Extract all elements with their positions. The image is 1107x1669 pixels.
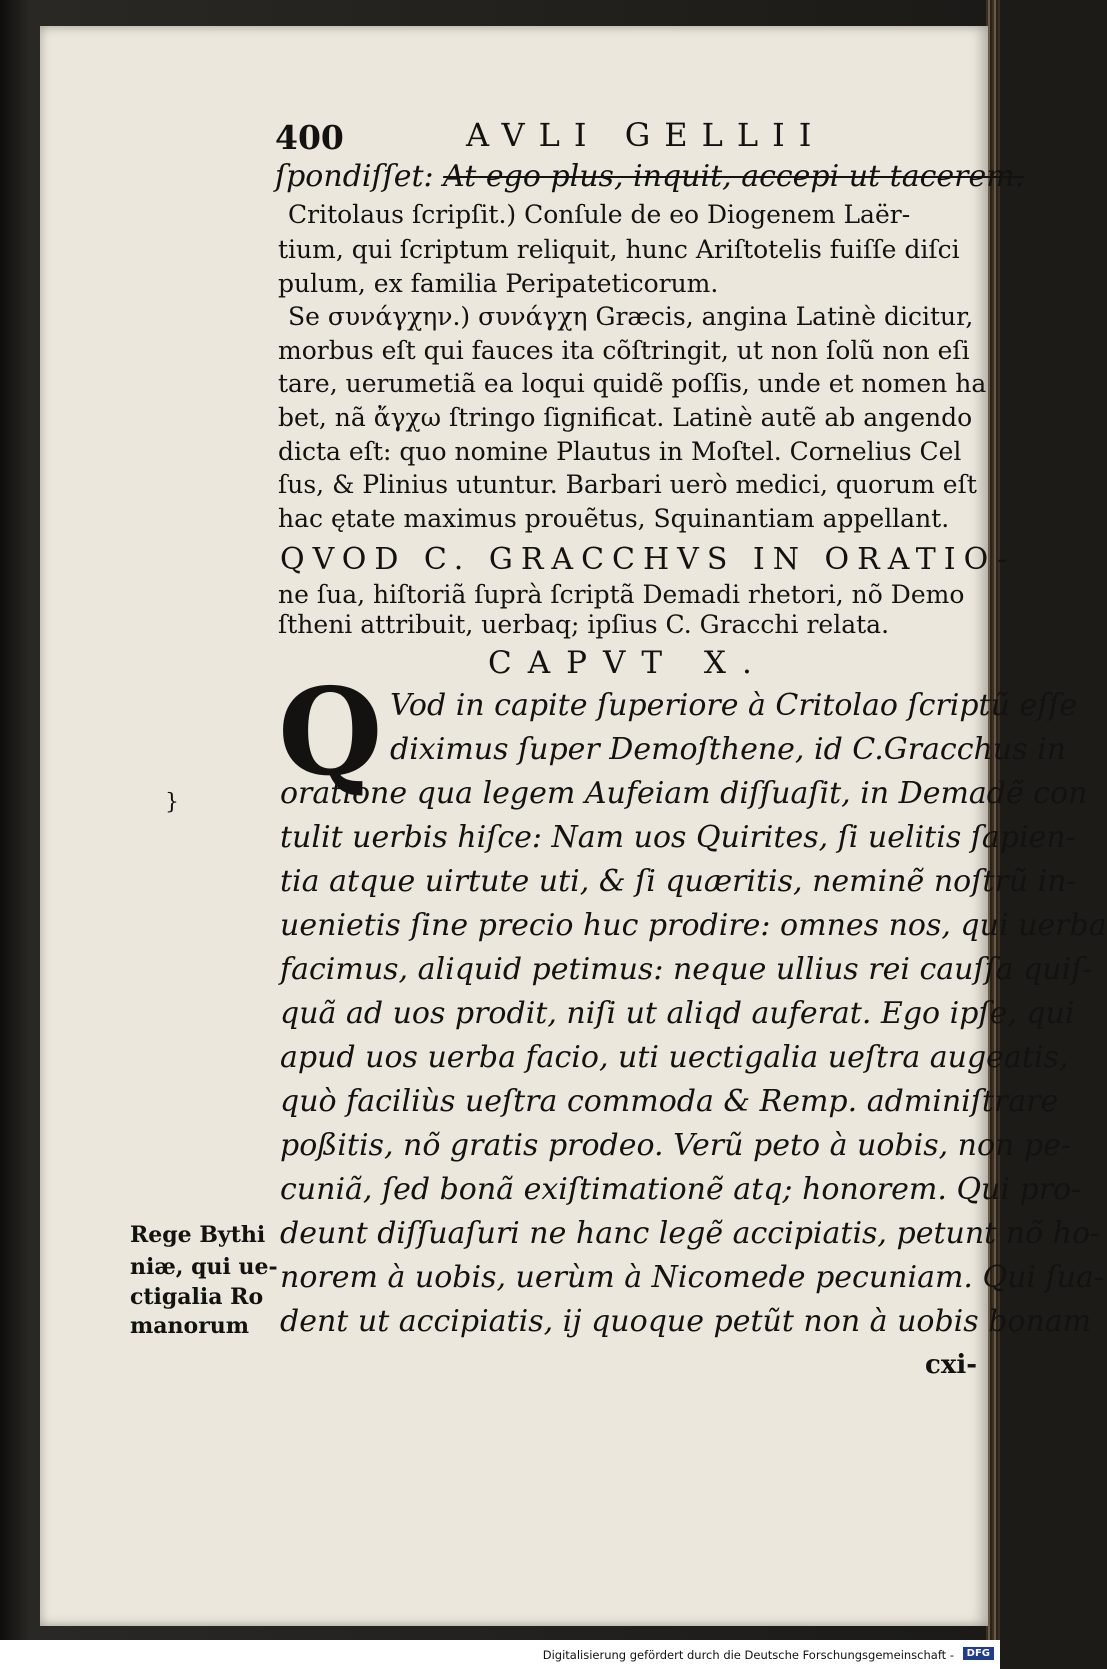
body-line: deunt diſſuaſuri ne hanc legẽ accipiatis, petunt nõ ho- <box>280 1216 1101 1251</box>
body-line: quã ad uos prodit, niſi ut aliqd auferat. Ego ipſe, qui <box>280 996 1075 1031</box>
body-line: Vod in capite ſuperiore à Critolao ſcriptũ eſſe <box>390 688 1078 723</box>
body-line: cuniã, ſed bonã exiſtimationẽ atq; honorem. Qui pro- <box>280 1172 1082 1207</box>
margin-note-line: niæ, qui ue- <box>130 1254 278 1280</box>
page-number: 400 <box>275 118 344 157</box>
body-line: facimus, aliquid petimus: neque ullius rei cauſſa quiſ- <box>280 952 1093 987</box>
body-line: norem à uobis, uerùm à Nicomede pecuniam. Qui ſua- <box>280 1260 1104 1295</box>
margin-note-line: ctigalia Ro <box>130 1284 264 1310</box>
body-line: tulit uerbis hiſce: Nam uos Quirites, ſi uelitis ſapien- <box>280 820 1076 855</box>
lead-line-struck: At ego plus, inquit, accepi ut tacerem. <box>443 159 1025 194</box>
dfg-logo: DFG <box>963 1647 994 1660</box>
running-title: AVLI GELLII <box>466 116 826 154</box>
body-line: oratione qua legem Aufeiam diſſuaſit, in Demadẽ con <box>280 776 1088 811</box>
body-line: apud uos uerba facio, uti uectigalia ueſtra augeatis, <box>280 1040 1069 1075</box>
margin-note-line: manorum <box>130 1313 250 1339</box>
note-line: pulum, ex familia Peripateticorum. <box>278 269 719 298</box>
body-line: dent ut accipiatis, ij quoque petũt non à uobis bonam <box>280 1304 1092 1339</box>
note-line: tare, uerumetiã ea loqui quidẽ poſſis, unde et nomen ha <box>278 369 987 398</box>
chapter-heading: QVOD C. GRACCHVS IN ORATIO- <box>280 542 1016 577</box>
note-line: tium, qui ſcriptum reliquit, hunc Ariſtotelis fuiſſe diſci <box>278 235 960 264</box>
catchword: cxi- <box>925 1350 977 1380</box>
body-line: poßitis, nõ gratis prodeo. Verũ peto à uobis, non pe- <box>280 1128 1072 1163</box>
note-line: hac ętate maximus prouẽtus, Squinantiam appellant. <box>278 504 950 533</box>
lead-line <box>275 159 1024 194</box>
caput-heading: CAPVT X. <box>488 645 768 681</box>
chapter-subtitle: ſtheni attribuit, uerbaq; ipſius C. Gracchi relata. <box>278 610 890 639</box>
note-line: bet, nã ἄγχω ſtringo ſignificat. Latinè autẽ ab angendo <box>278 403 973 432</box>
note-line: Critolaus ſcripſit.) Conſule de eo Diogenem Laër- <box>288 200 911 229</box>
note-line: morbus eſt qui fauces ita cõſtringit, ut non ſolũ non eſi <box>278 336 970 365</box>
body-line: diximus ſuper Demoſthene, id C.Gracchus in <box>390 732 1067 767</box>
body-line: tia atque uirtute uti, & ſi quæritis, neminẽ noſtrũ in- <box>280 864 1077 899</box>
note-line: ſus, & Plinius utuntur. Barbari uerò medici, quorum eſt <box>278 470 977 499</box>
note-line: Se συνάγχην.) συνάγχη Græcis, angina Latinè dicitur, <box>288 302 974 331</box>
digitization-credit: Digitalisierung gefördert durch die Deutsche Forschungsgemeinschaft - <box>542 1648 954 1662</box>
body-line: uenietis ſine precio huc prodire: omnes nos, qui uerba <box>280 908 1107 943</box>
margin-note-line: Rege Bythi <box>130 1222 266 1248</box>
note-line: dicta eſt: quo nomine Plautus in Moſtel. Cornelius Cel <box>278 437 962 466</box>
drop-cap: Q <box>278 662 383 803</box>
margin-mark: } <box>165 790 179 815</box>
chapter-subtitle: ne ſua, hiſtoriã ſuprà ſcriptã Demadi rhetori, nõ Demo <box>278 580 965 609</box>
lead-line-start: ſpondiſſet: <box>275 159 444 194</box>
body-line: quò faciliùs ueſtra commoda & Remp. adminiſtrare <box>280 1084 1059 1119</box>
